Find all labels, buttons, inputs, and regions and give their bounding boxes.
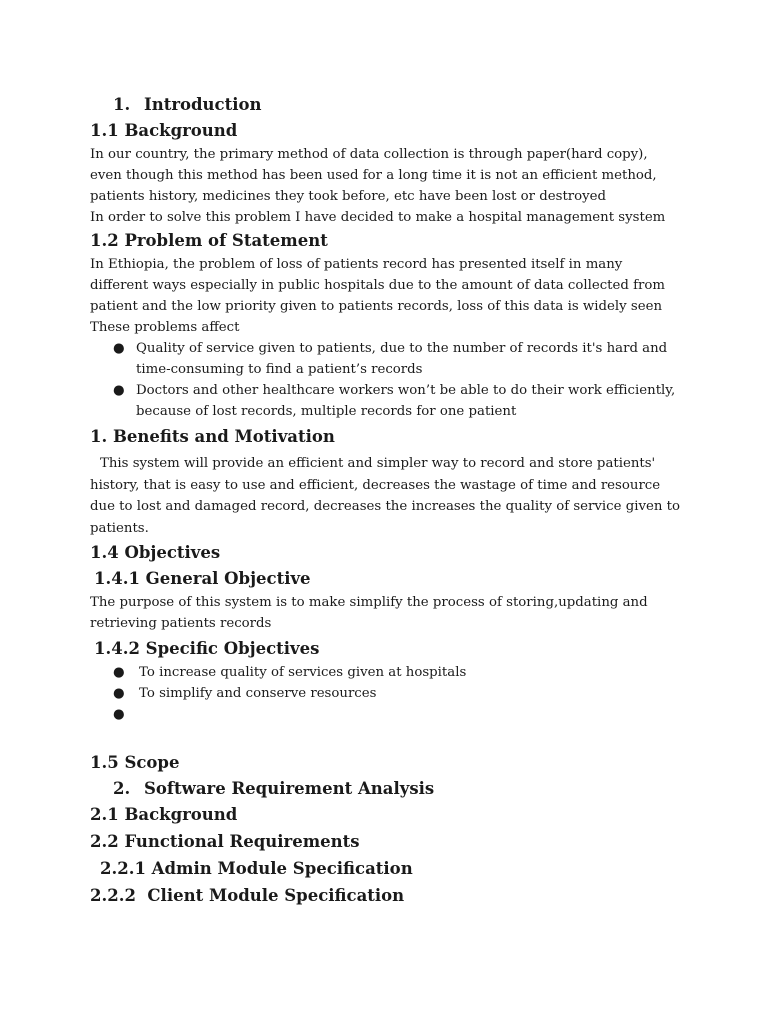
paragraph-1-1-a: In our country, the primary method of data collection is through paper(hard copy), even though this method has been used for a long time it is not an efficient method, patients history, medicines they took before, etc have been lost or destroyed (90, 147, 657, 204)
heading-benefits: 1. Benefits and Motivation (90, 427, 335, 446)
intro-number: 1. (113, 95, 131, 114)
list-item: ● To increase quality of services given at hospitals (90, 662, 680, 683)
heading-2-1-background: 2.1 Background (90, 805, 238, 824)
list-item (90, 704, 680, 725)
heading-2-software-requirement (113, 776, 680, 802)
bullet-icon: ● (113, 383, 125, 398)
intro-title: Introduction (143, 95, 262, 114)
heading-introduction (113, 92, 680, 118)
list-item: ● Doctors and other healthcare workers won’t be able to do their work efficiently, because of lost records, multiple records for one patient (90, 380, 680, 422)
bullet-icon: ● (113, 707, 125, 722)
heading-1-2-problem: 1.2 Problem of Statement (90, 231, 328, 250)
section-2-title: Software Requirement Analysis (143, 779, 435, 798)
list-item: ● To simplify and conserve resources (90, 683, 680, 704)
paragraph-benefits: This system will provide an efficient and simpler way to record and store patients' history, that is easy to use and efficient, decreases the wastage of time and resource due to lost and damaged record, decreases the increases the quality of service given to patients. (90, 456, 680, 536)
heading-2-2-1-admin: 2.2.1 Admin Module Specification (100, 859, 413, 878)
heading-1-4-1-general: 1.4.1 General Objective (94, 569, 311, 588)
paragraph-1-4-1: The purpose of this system is to make simplify the process of storing,updating and retrieving patients records (90, 595, 648, 631)
section-2-number: 2. (113, 779, 131, 798)
heading-1-4-2-specific: 1.4.2 Specific Objectives (94, 639, 320, 658)
heading-1-5-scope: 1.5 Scope (90, 753, 180, 772)
heading-1-4-objectives: 1.4 Objectives (90, 543, 221, 562)
problem-bullet-list (90, 338, 680, 422)
bullet-icon: ● (113, 341, 125, 356)
paragraph-1-2-b: These problems affect (90, 320, 240, 335)
objectives-bullet-list (90, 662, 680, 725)
list-item: ● Quality of service given to patients, due to the number of records it's hard and time-consuming to find a patient’s records (90, 338, 680, 380)
paragraph-1-1-b: In order to solve this problem I have decided to make a hospital management system (90, 210, 666, 225)
paragraph-1-2-a: In Ethiopia, the problem of loss of patients record has presented itself in many different ways especially in public hospitals due to the amount of data collected from patient and the low priority given to patients records, loss of this data is widely seen (90, 257, 665, 314)
document-page (90, 92, 680, 909)
bullet-icon: ● (113, 686, 125, 701)
heading-2-2-functional: 2.2 Functional Requirements (90, 832, 360, 851)
heading-2-2-2-client: 2.2.2 Client Module Specification (90, 886, 405, 905)
bullet-icon: ● (113, 665, 125, 680)
heading-1-1-background: 1.1 Background (90, 121, 238, 140)
